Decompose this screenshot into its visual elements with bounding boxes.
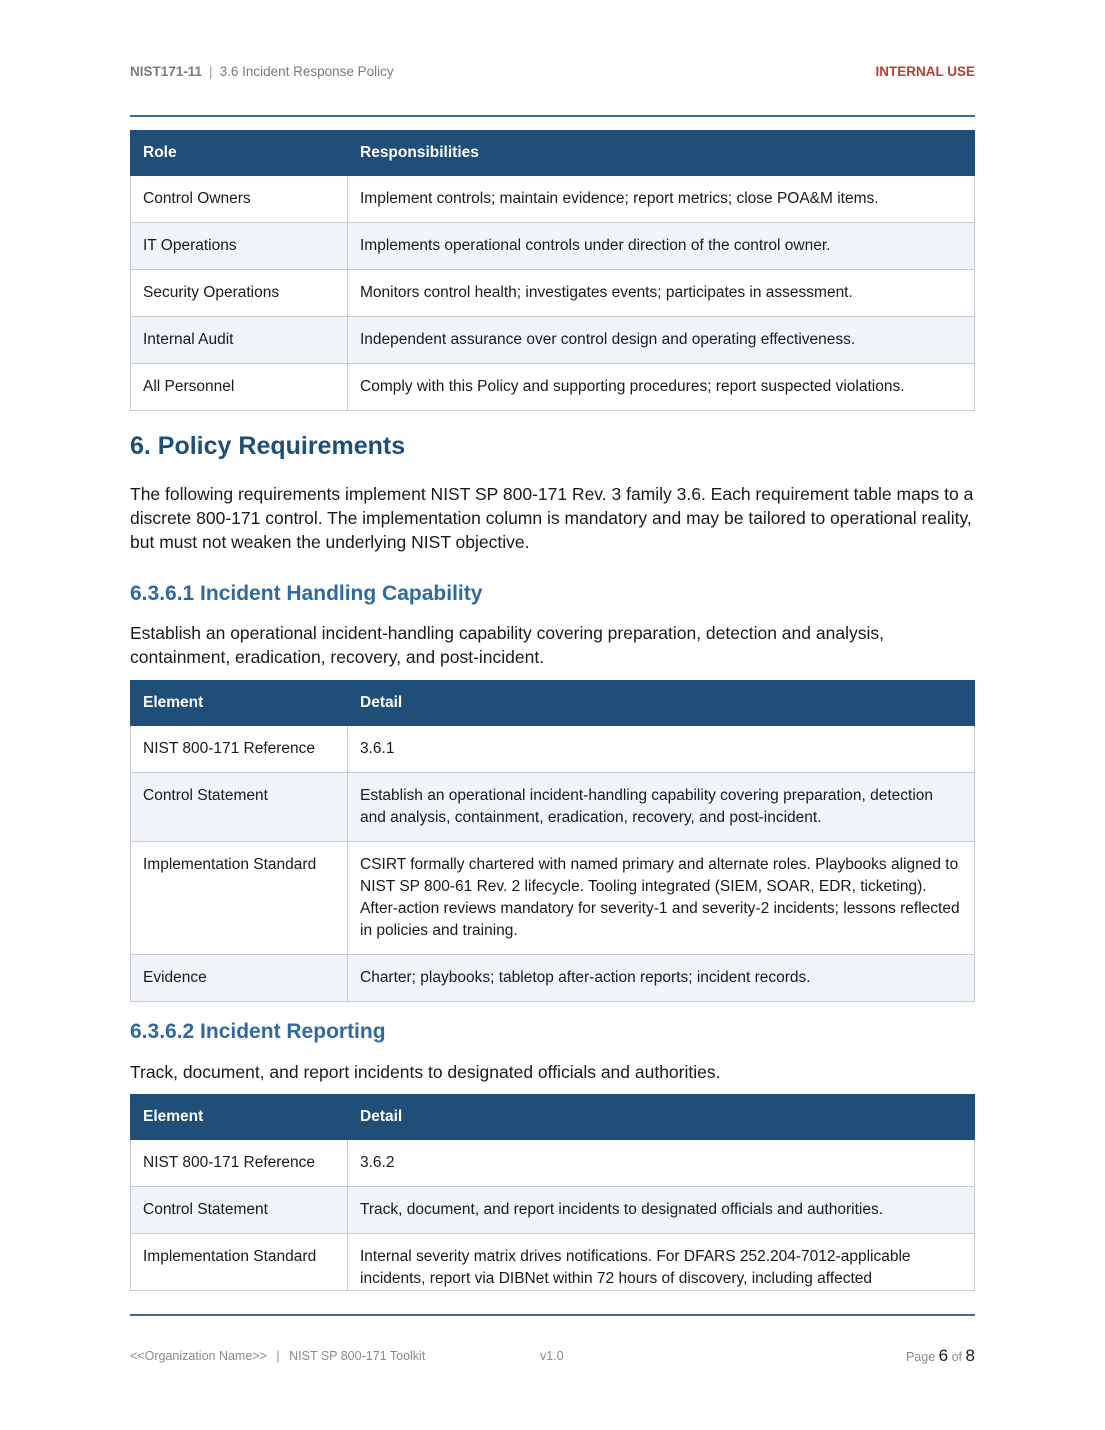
roles-table <box>130 130 975 411</box>
element-cell: Implementation Standard <box>131 842 348 955</box>
detail-cell: Internal severity matrix drives notifications. For DFARS 252.204-7012-applicable incidents, report via DIBNet within 72 hours of discovery, including affected <box>348 1234 975 1291</box>
table-row <box>131 726 975 773</box>
section-name: 3.6 Incident Response Policy <box>219 64 394 79</box>
responsibility-cell: Independent assurance over control design and operating effectiveness. <box>348 317 975 364</box>
column-header: Responsibilities <box>348 131 975 176</box>
requirement-intro: Establish an operational incident-handling capability covering preparation, detection and analysis, containment, eradication, recovery, and post-incident. <box>130 623 884 667</box>
responsibility-cell: Monitors control health; investigates events; participates in assessment. <box>348 270 975 317</box>
role-cell: Internal Audit <box>131 317 348 364</box>
detail-cell: CSIRT formally chartered with named primary and alternate roles. Playbooks aligned to NIST SP 800-61 Rev. 2 lifecycle. Tooling integrated (SIEM, SOAR, EDR, ticketing). After-action reviews mandatory for severity-1 and severity-2 incidents; lessons reflected in policies and training. <box>348 842 975 955</box>
detail-cell: Track, document, and report incidents to designated officials and authorities. <box>348 1187 975 1234</box>
footer-rule <box>130 1314 975 1316</box>
page-number <box>906 1346 975 1366</box>
section-intro: The following requirements implement NIST SP 800-171 Rev. 3 family 3.6. Each requirement table maps to a discrete 800-171 control. The implementation column is mandatory and may be tailored to operational reality, but must not weaken the underlying NIST objective. <box>130 484 974 552</box>
detail-cell: Charter; playbooks; tabletop after-action reports; incident records. <box>348 955 975 1002</box>
detail-cell: 3.6.2 <box>348 1140 975 1187</box>
table-row <box>131 842 975 955</box>
footer-separator: | <box>276 1349 280 1363</box>
table-header-row <box>131 1095 975 1140</box>
element-cell: Control Statement <box>131 1187 348 1234</box>
column-header: Element <box>131 681 348 726</box>
requirement-table <box>130 680 975 1002</box>
responsibility-cell: Implement controls; maintain evidence; report metrics; close POA&M items. <box>348 176 975 223</box>
page-footer <box>130 1346 975 1368</box>
table-header-row <box>131 131 975 176</box>
toolkit-name: NIST SP 800-171 Toolkit <box>289 1349 426 1363</box>
table-row <box>131 1234 975 1291</box>
table-row <box>131 1187 975 1234</box>
table-row <box>131 364 975 411</box>
organization-name: <<Organization Name>> <box>130 1349 267 1363</box>
column-header: Detail <box>348 681 975 726</box>
of-label: of <box>951 1350 963 1364</box>
requirement-intro: Track, document, and report incidents to designated officials and authorities. <box>130 1062 721 1082</box>
requirement-heading: 6.3.6.2 Incident Reporting <box>130 1020 386 1043</box>
table-row <box>131 317 975 364</box>
header-left <box>130 64 394 79</box>
role-cell: All Personnel <box>131 364 348 411</box>
role-cell: IT Operations <box>131 223 348 270</box>
version-label: v1.0 <box>540 1349 564 1363</box>
requirement-table <box>130 1094 975 1291</box>
total-pages: 8 <box>965 1346 975 1365</box>
table-row <box>131 955 975 1002</box>
element-cell: NIST 800-171 Reference <box>131 1140 348 1187</box>
page-label: Page <box>905 1350 936 1364</box>
table-row <box>131 1140 975 1187</box>
footer-left <box>130 1349 425 1363</box>
doc-code: NIST171-11 <box>130 64 203 79</box>
column-header: Role <box>131 131 348 176</box>
header-rule <box>130 115 975 117</box>
responsibility-cell: Comply with this Policy and supporting procedures; report suspected violations. <box>348 364 975 411</box>
responsibility-cell: Implements operational controls under direction of the control owner. <box>348 223 975 270</box>
section-heading: 6. Policy Requirements <box>130 432 406 460</box>
element-cell: Control Statement <box>131 773 348 842</box>
table-row <box>131 176 975 223</box>
table-header-row <box>131 681 975 726</box>
element-cell: NIST 800-171 Reference <box>131 726 348 773</box>
requirement-heading: 6.3.6.1 Incident Handling Capability <box>130 582 483 605</box>
detail-cell: 3.6.1 <box>348 726 975 773</box>
classification-label: INTERNAL USE <box>875 64 975 79</box>
role-cell: Control Owners <box>131 176 348 223</box>
page-header <box>130 64 975 84</box>
element-cell: Implementation Standard <box>131 1234 348 1291</box>
element-cell: Evidence <box>131 955 348 1002</box>
table-row <box>131 223 975 270</box>
table-row <box>131 773 975 842</box>
column-header: Detail <box>348 1095 975 1140</box>
role-cell: Security Operations <box>131 270 348 317</box>
detail-cell: Establish an operational incident-handling capability covering preparation, detection and analysis, containment, eradication, recovery, and post-incident. <box>348 773 975 842</box>
table-row <box>131 270 975 317</box>
column-header: Element <box>131 1095 348 1140</box>
header-separator: | <box>209 64 213 79</box>
current-page: 6 <box>938 1346 949 1365</box>
